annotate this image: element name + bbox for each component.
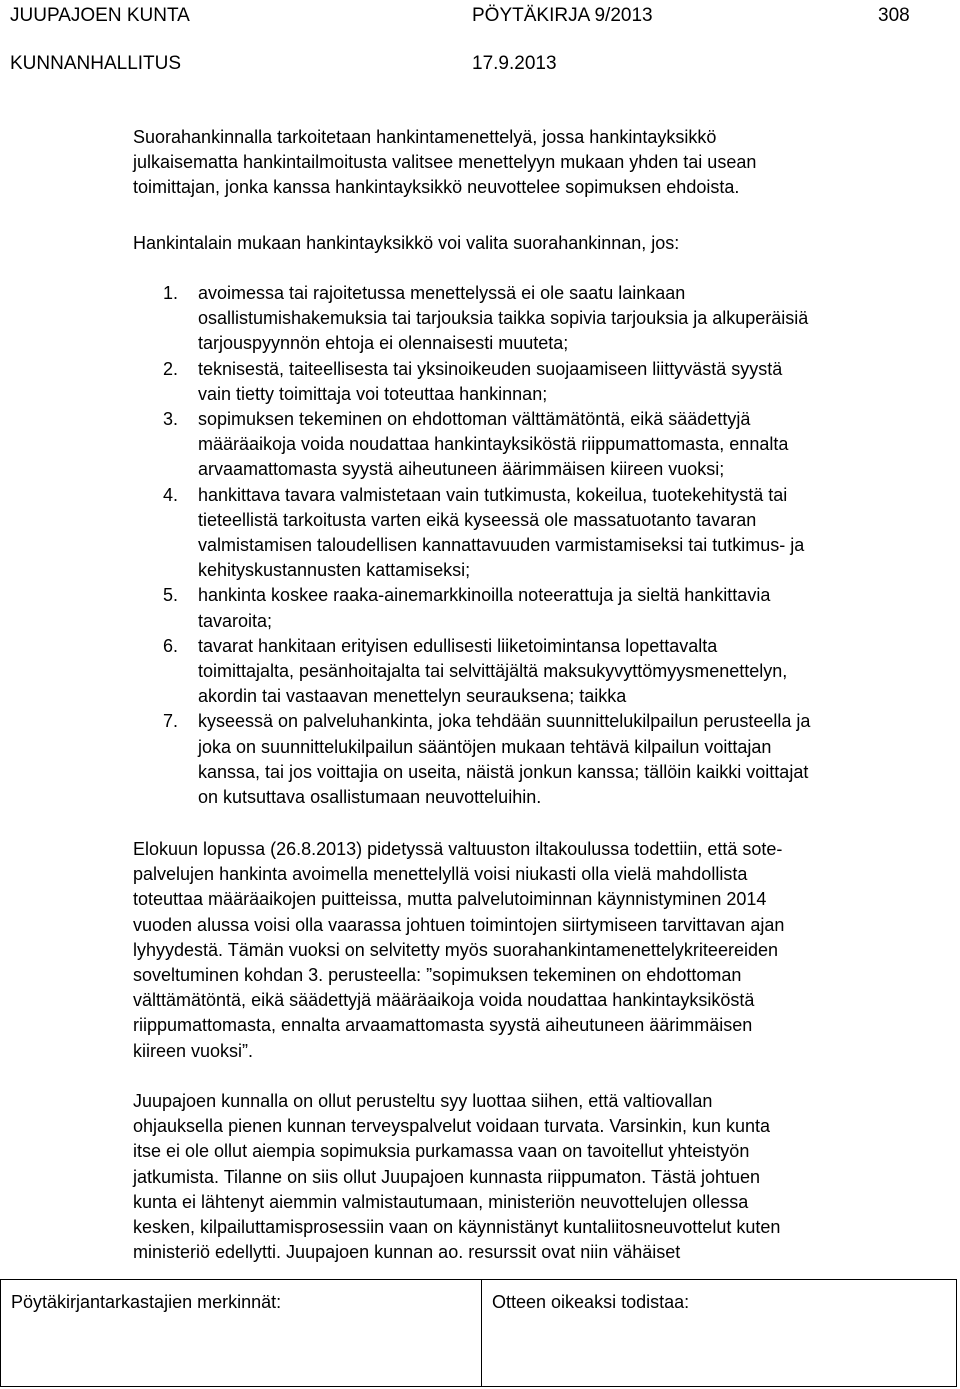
condition-item — [133, 407, 948, 483]
text-line: tavaroita; — [198, 610, 273, 631]
text-line: hankinta koskee raaka-ainemarkkinoilla noteerattuja ja sieltä hankittavia — [198, 585, 771, 606]
board-name: KUNNANHALLITUS — [10, 53, 182, 74]
text-line: tavarat hankitaan erityisen edullisesti liiketoimintansa lopettavalta — [198, 635, 718, 656]
text-line: toimittajan, jonka kanssa hankintayksikkö neuvottelee sopimuksen ehdoista. — [133, 177, 740, 198]
text-line: ohjauksella pienen kunnan terveyspalvelut voidaan turvata. Varsinkin, kun kunta — [133, 1116, 771, 1137]
condition-number: 1. — [163, 283, 179, 303]
condition-number: 5. — [163, 585, 179, 606]
text-line: jatkumista. Tilanne on siis ollut Juupajoen kunnasta riippumaton. Tästä johtuen — [133, 1166, 761, 1187]
reviewers-notes-label: Pöytäkirjantarkastajien merkinnät: — [11, 1292, 282, 1312]
reviewers-notes-cell — [1, 1280, 482, 1386]
condition-number: 7. — [163, 711, 179, 732]
text-line: kanssa, tai jos voittajia on useita, näistä jonkun kanssa; tällöin kaikki voittajat — [198, 761, 809, 782]
conditions-list — [133, 281, 948, 810]
text-line: arvaamattomasta syystä aiheutuneen äärimmäisen kiireen vuoksi; — [198, 459, 725, 480]
condition-text — [198, 281, 948, 357]
text-line: teknisestä, taiteellisesta tai yksinoikeuden suojaamiseen liittyvästä syystä — [198, 358, 783, 379]
municipality-paragraph — [133, 1089, 933, 1265]
condition-number: 3. — [163, 409, 179, 430]
condition-item — [133, 357, 948, 407]
condition-item — [133, 583, 948, 633]
law-paragraph: Hankintalain mukaan hankintayksikkö voi valita suorahankinnan, jos: — [133, 233, 680, 253]
text-line: ministeriö edellytti. Juupajoen kunnan ao. resurssit ovat niin vähäiset — [133, 1242, 681, 1263]
condition-text — [198, 709, 948, 810]
text-line: osallistumishakemuksia tai tarjouksia taikka sopivia tarjouksia ja alkuperäisiä — [198, 308, 809, 329]
text-line: kesken, kilpailuttamisprosessiin vaan on käynnistänyt kuntaliitosneuvottelut kuten — [133, 1217, 781, 1238]
meeting-date: 17.9.2013 — [472, 53, 557, 74]
text-line: itse ei ole ollut aiempia sopimuksia purkamassa vaan on tavoitellut yhteistyön — [133, 1141, 750, 1162]
text-line: on kutsuttava osallistumaan neuvotteluihin. — [198, 787, 542, 808]
text-line: kyseessä on palveluhankinta, joka tehdään suunnittelukilpailun perusteella ja — [198, 711, 811, 732]
text-line: toteuttaa määräaikojen puitteissa, mutta palvelutoiminnan käynnistyminen 2014 — [133, 889, 767, 910]
text-line: määräaikoja voida noudattaa hankintayksiköstä riippumattomasta, ennalta — [198, 434, 789, 455]
text-line: soveltuminen kohdan 3. perusteella: ”sopimuksen tekeminen on ehdottoman — [133, 965, 742, 986]
text-line: joka on suunnittelukilpailun sääntöjen mukaan tehtävä kilpailun voittajan — [198, 736, 772, 757]
text-line: vain tietty toimittaja voi toteuttaa hankinnan; — [198, 383, 548, 404]
condition-text — [198, 407, 948, 483]
text-line: kiireen vuoksi”. — [133, 1040, 254, 1061]
text-line: kunta ei lähtenyt aiemmin valmistautumaan, ministeriön neuvottelujen ollessa — [133, 1191, 749, 1212]
text-line: Elokuun lopussa (26.8.2013) pidetyssä valtuuston iltakoulussa todettiin, että sote- — [133, 839, 783, 859]
text-line: kehityskustannusten kattamiseksi; — [198, 560, 471, 581]
document-title: PÖYTÄKIRJA 9/2013 — [472, 5, 653, 26]
text-line: valmistamisen taloudellisen kannattavuuden varmistamiseksi tai tutkimus- ja — [198, 535, 805, 556]
condition-item — [133, 281, 948, 357]
signature-box — [0, 1279, 957, 1387]
text-line: julkaisematta hankintailmoitusta valitsee menettelyyn mukaan yhden tai usean — [133, 152, 757, 173]
condition-item — [133, 634, 948, 710]
certification-label: Otteen oikeaksi todistaa: — [492, 1292, 690, 1312]
text-line: avoimessa tai rajoitetussa menettelyssä ei ole saatu lainkaan — [198, 283, 686, 303]
text-line: sopimuksen tekeminen on ehdottoman välttämätöntä, eikä säädettyjä — [198, 409, 751, 430]
condition-number: 4. — [163, 484, 179, 505]
condition-text — [198, 483, 948, 584]
text-line: tieteellistä tarkoitusta varten eikä kyseessä ole massatuotanto tavaran — [198, 509, 757, 530]
text-line: palvelujen hankinta avoimella menettelyllä voisi niukasti olla vielä mahdollista — [133, 864, 748, 885]
condition-text — [198, 583, 948, 633]
text-line: Suorahankinnalla tarkoitetaan hankintamenettelyä, jossa hankintayksikkö — [133, 127, 717, 147]
condition-number: 6. — [163, 635, 179, 656]
condition-text — [198, 357, 948, 407]
condition-item — [133, 483, 948, 584]
organization-name: JUUPAJOEN KUNTA — [10, 5, 190, 26]
council-paragraph — [133, 837, 933, 1064]
text-line: akordin tai vastaavan menettelyn seurauksena; taikka — [198, 686, 627, 707]
certification-cell — [482, 1280, 956, 1386]
condition-item — [133, 709, 948, 810]
text-line: välttämätöntä, eikä säädettyjä määräaikoja voida noudattaa hankintayksiköstä — [133, 990, 755, 1011]
text-line: hankittava tavara valmistetaan vain tutkimusta, kokeilua, tuotekehitystä tai — [198, 484, 788, 505]
page-number: 308 — [878, 5, 910, 26]
text-line: tarjouspyynnön ehtoja ei olennaisesti muuteta; — [198, 333, 569, 354]
text-line: Juupajoen kunnalla on ollut perusteltu syy luottaa siihen, että valtiovallan — [133, 1091, 713, 1111]
text-line: toimittajalta, pesänhoitajalta tai selvittäjältä maksukyvyttömyysmenettelyn, — [198, 661, 788, 682]
text-line: vuoden alussa voisi olla vaarassa johtuen toimintojen siirtymiseen tarvittavan ajan — [133, 914, 785, 935]
text-line: lyhyydestä. Tämän vuoksi on selvitetty myös suorahankintamenettelykriteereiden — [133, 939, 778, 960]
condition-text — [198, 634, 948, 710]
intro-paragraph — [133, 125, 933, 201]
condition-number: 2. — [163, 358, 179, 379]
text-line: riippumattomasta, ennalta arvaamattomasta syystä aiheutuneen äärimmäisen — [133, 1015, 753, 1036]
